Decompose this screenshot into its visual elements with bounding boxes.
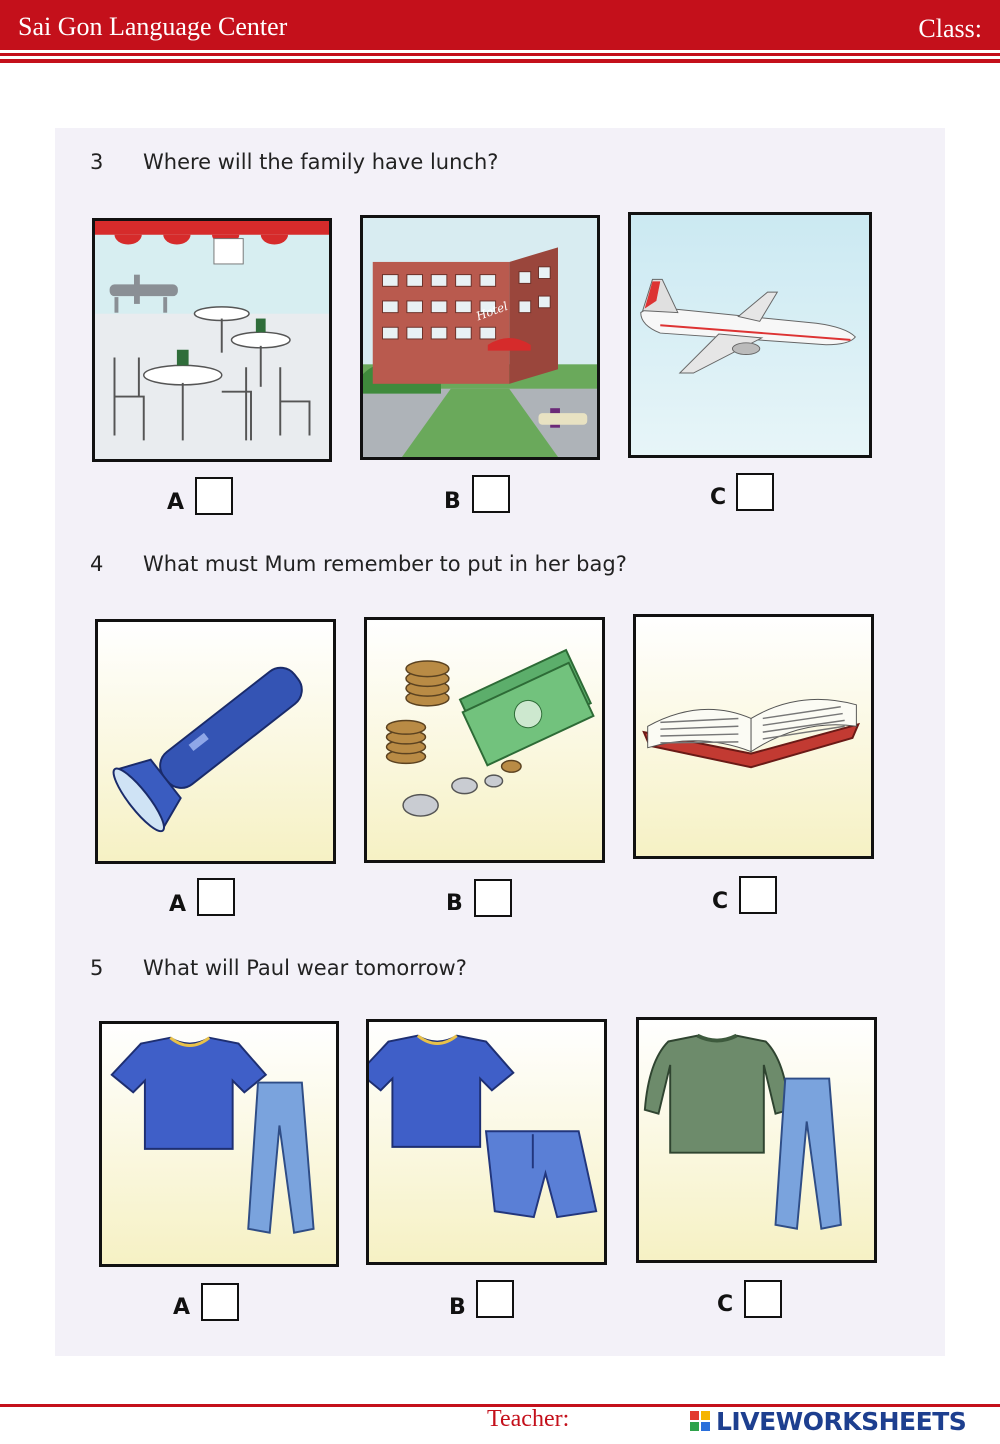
question-number: 5 <box>90 956 104 980</box>
option-letter: A <box>169 892 187 917</box>
hotel-sign: Hotel <box>474 298 510 324</box>
airport-cafe-picture <box>92 218 332 462</box>
header-rule-thick <box>0 59 1000 63</box>
answer-checkbox-q3-b[interactable] <box>472 475 510 513</box>
liveworksheets-logo[interactable] <box>690 1406 966 1436</box>
logo-text: LIVEWORKSHEETS <box>716 1406 967 1436</box>
option-letter: C <box>712 889 729 914</box>
book-picture <box>633 614 874 859</box>
question-text: What must Mum remember to put in her bag? <box>143 552 627 576</box>
answer-checkbox-q4-c[interactable] <box>739 876 777 914</box>
class-label: Class: <box>918 14 982 43</box>
option-letter: A <box>173 1295 191 1320</box>
header-bar <box>0 0 1000 50</box>
worksheet-scan <box>55 128 945 1356</box>
answer-checkbox-q3-a[interactable] <box>195 477 233 515</box>
answer-checkbox-q5-b[interactable] <box>476 1280 514 1318</box>
question-text: What will Paul wear tomorrow? <box>143 956 467 980</box>
option-letter: C <box>717 1292 734 1317</box>
tshirt-shorts-picture <box>366 1019 607 1265</box>
option-letter: A <box>167 490 185 515</box>
sweater-jeans-picture <box>636 1017 877 1263</box>
answer-checkbox-q4-a[interactable] <box>197 878 235 916</box>
tshirt-jeans-picture <box>99 1021 339 1267</box>
airplane-picture <box>628 212 872 458</box>
money-picture <box>364 617 605 863</box>
option-letter: B <box>449 1295 466 1320</box>
option-letter: C <box>710 485 727 510</box>
logo-icon <box>690 1411 710 1431</box>
torch-picture <box>95 619 336 864</box>
option-letter: B <box>446 891 463 916</box>
answer-checkbox-q5-c[interactable] <box>744 1280 782 1318</box>
question-text: Where will the family have lunch? <box>143 150 499 174</box>
header-rule <box>0 53 1000 56</box>
answer-checkbox-q5-a[interactable] <box>201 1283 239 1321</box>
answer-checkbox-q4-b[interactable] <box>474 879 512 917</box>
question-number: 3 <box>90 150 104 174</box>
teacher-label: Teacher: <box>487 1406 570 1432</box>
answer-checkbox-q3-c[interactable] <box>736 473 774 511</box>
question-number: 4 <box>90 552 104 576</box>
option-letter: B <box>444 489 461 514</box>
hotel-picture <box>360 215 600 460</box>
center-name: Sai Gon Language Center <box>18 12 288 41</box>
